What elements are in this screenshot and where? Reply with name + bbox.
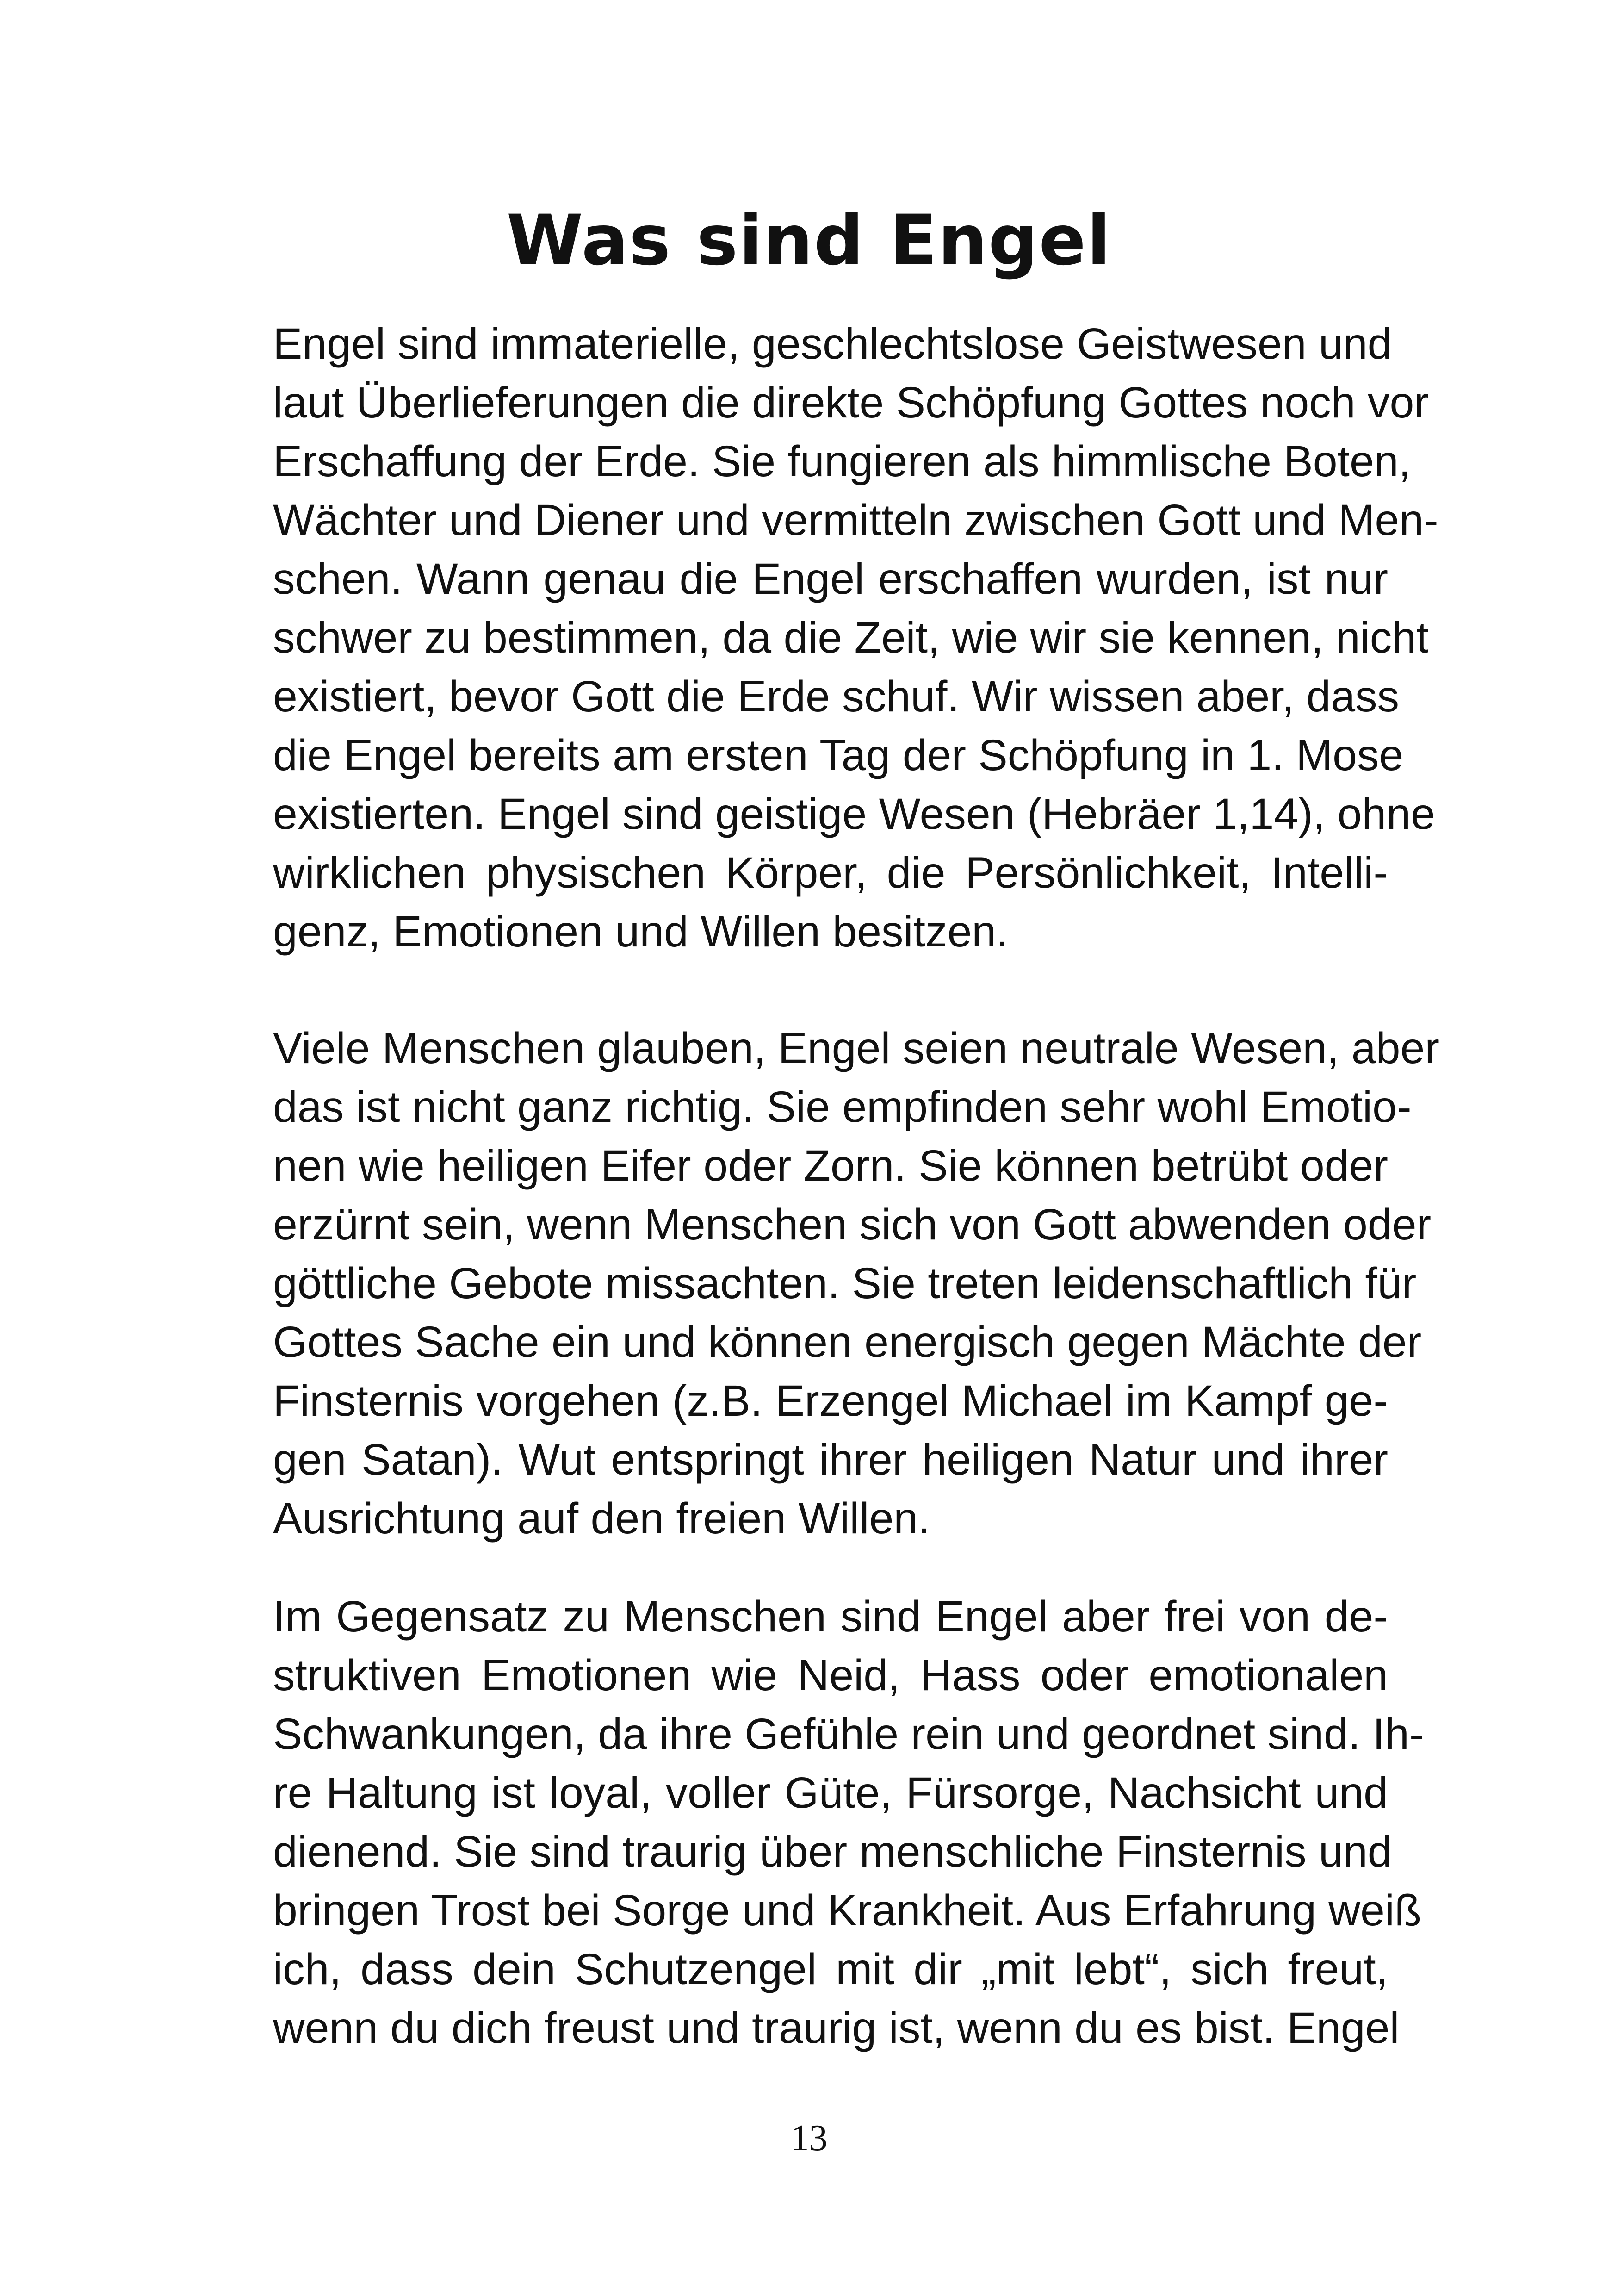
- body-text: [273, 315, 1439, 2058]
- page-number: 13: [790, 2118, 828, 2159]
- text-line: Viele Menschen glauben, Engel seien neutrale Wesen, aber: [273, 1024, 1439, 1073]
- text-line: dienend. Sie sind traurig über menschliche Finsternis und: [273, 1827, 1392, 1876]
- text-line: genz, Emotionen und Willen besitzen.: [273, 907, 1009, 956]
- paragraph-2: [273, 1019, 1439, 1548]
- text-line: existierten. Engel sind geistige Wesen (Hebräer 1,14), ohne: [273, 790, 1435, 839]
- text-line: nen wie heiligen Eifer oder Zorn. Sie können betrübt oder: [273, 1141, 1388, 1190]
- text-line: das ist nicht ganz richtig. Sie empfinden sehr wohl Emotio-: [273, 1083, 1412, 1132]
- text-line: Gottes Sache ein und können energisch gegen Mächte der: [273, 1318, 1422, 1367]
- text-line: Wächter und Diener und vermitteln zwischen Gott und Men-: [273, 496, 1438, 545]
- text-line: bringen Trost bei Sorge und Krankheit. Aus Erfahrung weiß: [273, 1886, 1421, 1935]
- text-line: Ausrichtung auf den freien Willen.: [273, 1494, 930, 1543]
- text-line: re Haltung ist loyal, voller Güte, Fürsorge, Nachsicht und: [273, 1768, 1388, 1817]
- text-line: laut Überlieferungen die direkte Schöpfung Gottes noch vor: [273, 378, 1429, 427]
- text-line: wirklichen physischen Körper, die Persönlichkeit, Intelli-: [273, 848, 1388, 897]
- text-line: gen Satan). Wut entspringt ihrer heiligen Natur und ihrer: [273, 1435, 1388, 1484]
- text-line: Schwankungen, da ihre Gefühle rein und geordnet sind. Ih-: [273, 1710, 1424, 1759]
- text-line: göttliche Gebote missachten. Sie treten leidenschaftlich für: [273, 1259, 1417, 1308]
- text-line: schen. Wann genau die Engel erschaffen wurden, ist nur: [273, 554, 1388, 604]
- text-line: Finsternis vorgehen (z.B. Erzengel Michael im Kampf ge-: [273, 1376, 1388, 1425]
- paragraph-spacer: [273, 1548, 1388, 1587]
- paragraph-3: [273, 1587, 1424, 2058]
- text-line: die Engel bereits am ersten Tag der Schöpfung in 1. Mose: [273, 731, 1404, 780]
- text-line: Engel sind immaterielle, geschlechtslose Geistwesen und: [273, 319, 1392, 368]
- text-line: erzürnt sein, wenn Menschen sich von Gott abwenden oder: [273, 1200, 1432, 1249]
- text-line: Im Gegensatz zu Menschen sind Engel aber frei von de-: [273, 1592, 1388, 1641]
- paragraph-spacer: [273, 961, 1388, 1019]
- text-line: existiert, bevor Gott die Erde schuf. Wir wissen aber, dass: [273, 672, 1400, 721]
- chapter-title: Was sind Engel: [506, 200, 1112, 281]
- paragraph-1: [273, 315, 1438, 961]
- text-line: ich, dass dein Schutzengel mit dir „mit lebt“, sich freut,: [273, 1945, 1388, 1994]
- text-line: Erschaffung der Erde. Sie fungieren als himmlische Boten,: [273, 437, 1411, 486]
- text-line: struktiven Emotionen wie Neid, Hass oder emotionalen: [273, 1651, 1388, 1700]
- text-line: wenn du dich freust und traurig ist, wenn du es bist. Engel: [273, 2004, 1400, 2053]
- text-line: schwer zu bestimmen, da die Zeit, wie wir sie kennen, nicht: [273, 613, 1429, 662]
